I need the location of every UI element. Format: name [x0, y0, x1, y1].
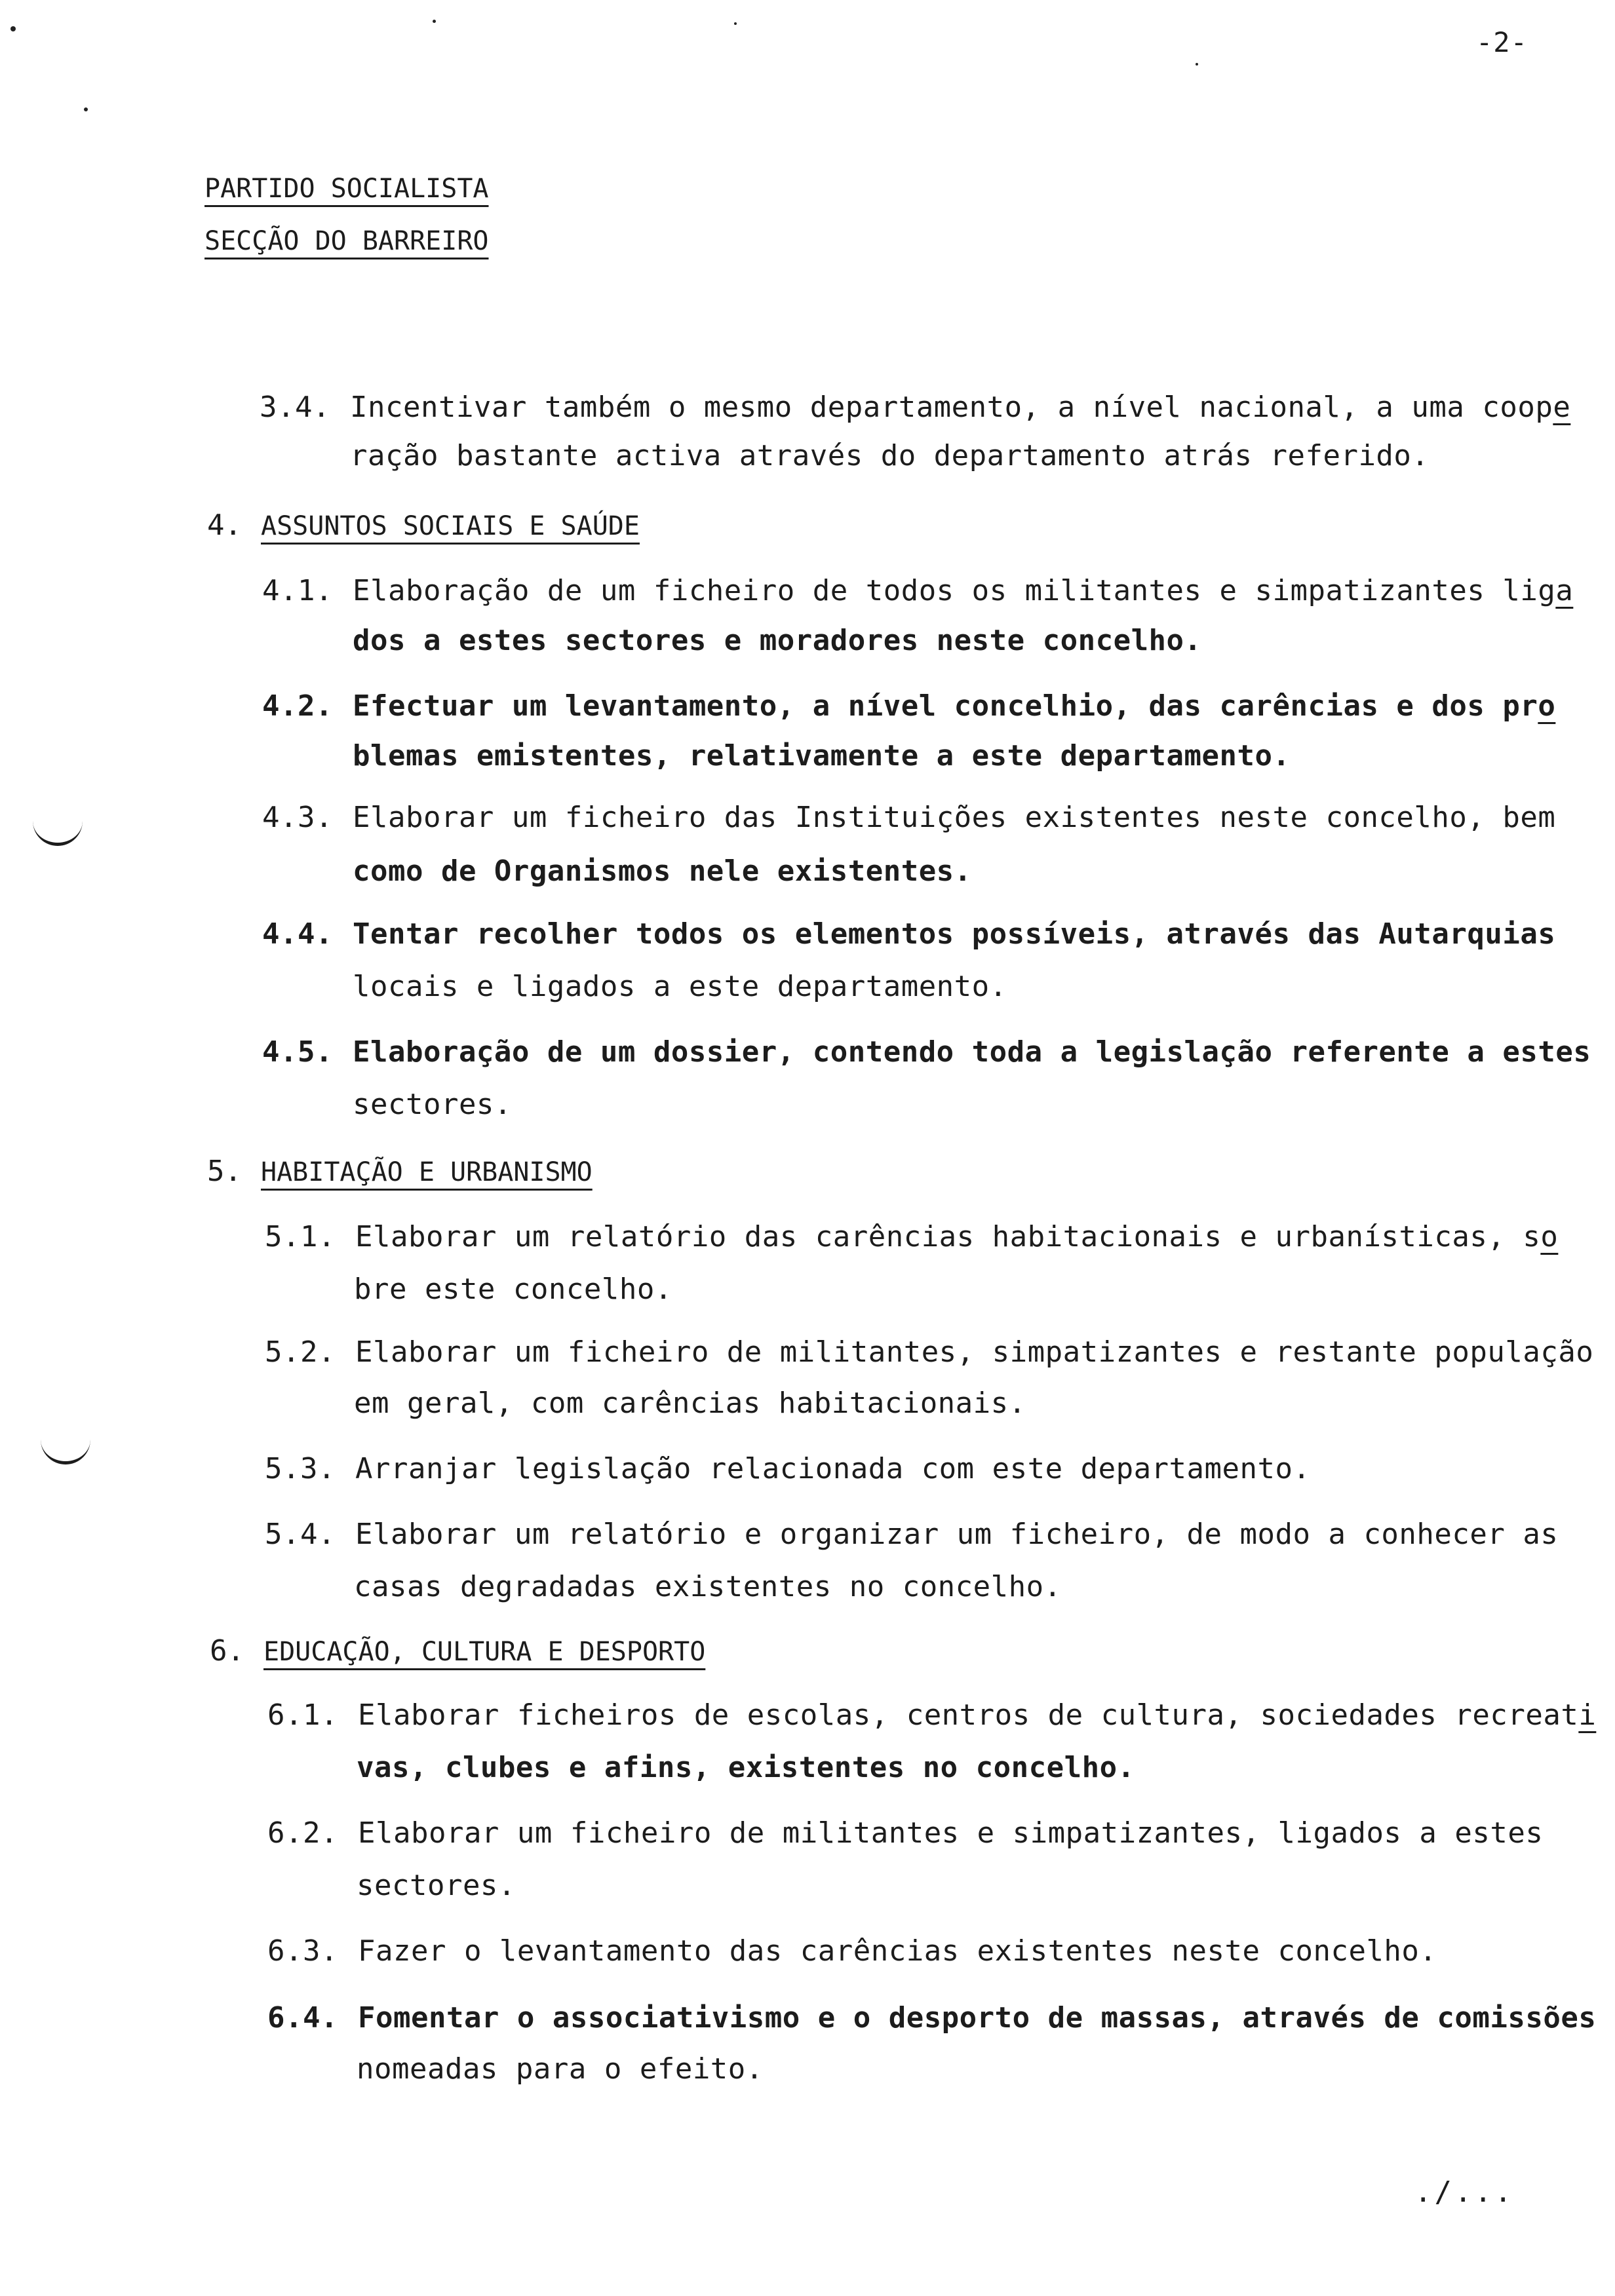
item-text-underlined: o [1538, 689, 1556, 723]
item-5-3 [265, 1452, 1310, 1485]
section-5-heading [207, 1155, 593, 1188]
section-title: HABITAÇÃO E URBANISMO [261, 1157, 593, 1187]
item-4-3-cont: como de Organismos nele existentes. [353, 854, 972, 888]
section-title: EDUCAÇÃO, CULTURA E DESPORTO [263, 1637, 706, 1667]
item-text: Fazer o levantamento das carências existentes neste concelho. [358, 1934, 1437, 1968]
item-text: Efectuar um levantamento, a nível concelhio, das carências e dos pr [353, 689, 1538, 723]
item-number: 5.3. [265, 1452, 336, 1485]
item-text-underlined: e [1553, 391, 1571, 424]
letterhead [204, 163, 488, 267]
item-number: 3.4. [260, 391, 330, 424]
item-number: 6.1. [267, 1698, 338, 1732]
scan-speck [84, 107, 88, 111]
item-3-4 [260, 391, 1570, 424]
item-6-1-cont: vas, clubes e afins, existentes no concelho. [357, 1751, 1135, 1784]
section-name: SECÇÃO DO BARREIRO [204, 226, 489, 256]
item-number: 6.3. [267, 1934, 338, 1968]
section-6-heading [210, 1634, 705, 1668]
punch-hole-mark [41, 1439, 90, 1464]
item-6-1 [267, 1698, 1596, 1732]
item-number: 4.5. [262, 1035, 333, 1069]
item-5-4-cont: casas degradadas existentes no concelho. [354, 1570, 1062, 1603]
item-text: Fomentar o associativismo e o desporto de massas, através de comissões [358, 2001, 1597, 2035]
item-text: Elaborar um ficheiro de militantes, simpatizantes e restante população [355, 1335, 1594, 1369]
item-number: 4.4. [262, 917, 333, 951]
item-number: 5.1. [265, 1220, 336, 1253]
item-text: Incentivar também o mesmo departamento, a nível nacional, a uma coop [350, 391, 1553, 424]
item-text-underlined: o [1540, 1220, 1559, 1253]
item-number: 4.2. [262, 689, 333, 723]
section-number: 4. [207, 508, 242, 542]
page-number: -2- [1476, 26, 1528, 58]
item-6-2 [267, 1816, 1543, 1850]
item-4-2-cont: blemas emistentes, relativamente a este departamento. [353, 739, 1291, 773]
section-number: 6. [210, 1634, 244, 1668]
item-6-2-cont: sectores. [357, 1869, 516, 1902]
item-4-5 [262, 1035, 1591, 1069]
party-name: PARTIDO SOCIALISTA [204, 174, 489, 204]
punch-hole-mark [33, 820, 83, 846]
scan-speck [10, 26, 16, 31]
item-4-4-cont: locais e ligados a este departamento. [353, 970, 1007, 1003]
scan-speck [734, 22, 737, 25]
item-5-1 [265, 1220, 1558, 1253]
item-4-4 [262, 917, 1555, 951]
item-number: 4.1. [262, 574, 333, 607]
item-text-underlined: a [1555, 574, 1574, 607]
continuation-mark: ./... [1414, 2175, 1515, 2209]
item-4-1 [262, 574, 1573, 607]
item-6-4-cont: nomeadas para o efeito. [357, 2052, 764, 2086]
item-6-4 [267, 2001, 1596, 2035]
item-number: 5.4. [265, 1518, 336, 1551]
section-4-heading [207, 508, 640, 542]
item-text: Arranjar legislação relacionada com este departamento. [355, 1452, 1311, 1485]
item-4-3 [262, 801, 1555, 834]
item-4-2 [262, 689, 1555, 723]
item-text-underlined: i [1578, 1698, 1597, 1732]
scan-speck [1196, 63, 1198, 66]
item-number: 6.4. [267, 2001, 338, 2035]
item-5-4 [265, 1518, 1558, 1551]
item-text: Tentar recolher todos os elementos possíveis, através das Autarquias [353, 917, 1556, 951]
item-5-2-cont: em geral, com carências habitacionais. [354, 1387, 1026, 1420]
section-number: 5. [207, 1155, 242, 1188]
item-number: 4.3. [262, 801, 333, 834]
item-text: Elaborar um ficheiro de militantes e simpatizantes, ligados a estes [358, 1816, 1544, 1850]
item-text: Elaborar ficheiros de escolas, centros de cultura, sociedades recreat [358, 1698, 1579, 1732]
item-4-1-cont: dos a estes sectores e moradores neste concelho. [353, 624, 1202, 657]
item-3-4-cont: ração bastante activa através do departamento atrás referido. [350, 439, 1430, 472]
item-number: 6.2. [267, 1816, 338, 1850]
item-number: 5.2. [265, 1335, 336, 1369]
item-5-2 [265, 1335, 1593, 1369]
item-text: Elaborar um ficheiro das Instituições existentes neste concelho, bem [353, 801, 1556, 834]
section-title: ASSUNTOS SOCIAIS E SAÚDE [261, 511, 640, 541]
item-5-1-cont: bre este concelho. [354, 1272, 672, 1306]
item-4-5-cont: sectores. [353, 1088, 512, 1121]
scan-speck [433, 20, 436, 23]
item-6-3 [267, 1934, 1437, 1968]
item-text: Elaboração de um dossier, contendo toda a legislação referente a estes [353, 1035, 1591, 1069]
item-text: Elaboração de um ficheiro de todos os militantes e simpatizantes lig [353, 574, 1556, 607]
item-text: Elaborar um relatório e organizar um ficheiro, de modo a conhecer as [355, 1518, 1559, 1551]
item-text: Elaborar um relatório das carências habitacionais e urbanísticas, s [355, 1220, 1541, 1253]
